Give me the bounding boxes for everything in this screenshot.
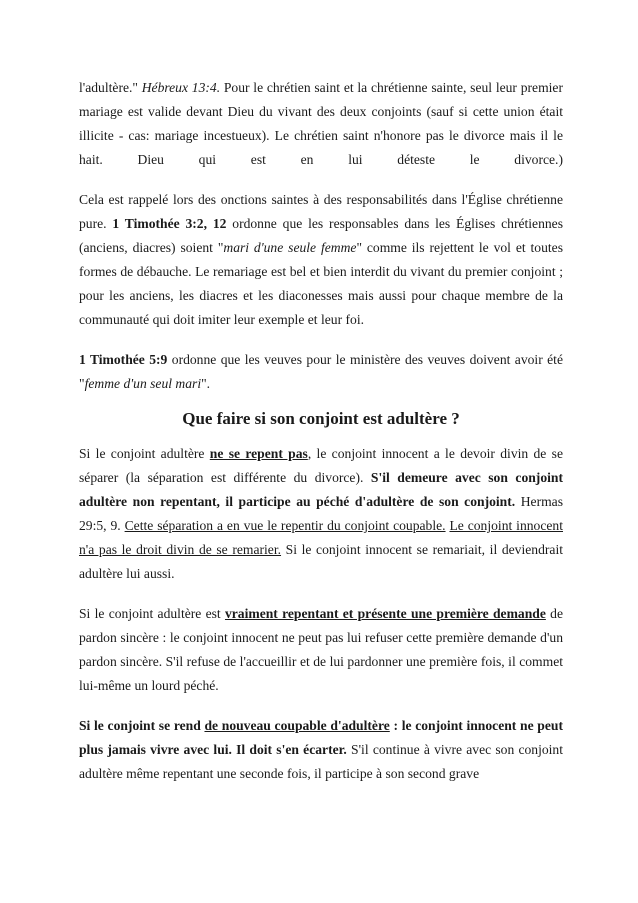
text-run: ". xyxy=(201,376,211,391)
text-run: de pardon sincère : le conjoint innocent ne peut pas lui refuser cette première demande d'un pardon sincère. S'il refuse de l'accueillir et de lui pardonner une première fois, il commet lui-même un lourd péché. xyxy=(79,606,563,693)
paragraph-spacer xyxy=(79,586,563,602)
quote-text: femme d'un seul mari xyxy=(84,376,202,391)
text-run: Si le conjoint innocent se remariait, il deviendrait adultère lui aussi. xyxy=(79,542,563,581)
emphasis-bold: Si le conjoint se rend xyxy=(79,718,205,733)
text-run: , le conjoint innocent a le devoir divin de se séparer (la séparation est différente du divorce). xyxy=(79,446,563,485)
paragraph-timothee-3 xyxy=(79,188,563,332)
paragraph-hebreux xyxy=(79,76,563,172)
text-run: ordonne que les veuves pour le ministère des veuves doivent avoir été " xyxy=(79,352,563,391)
text-run: Si le conjoint adultère xyxy=(79,446,210,461)
text-run: l'adultère." xyxy=(79,80,142,95)
text-run: Pour le chrétien saint et la chrétienne sainte, seul leur premier mariage est valide devant Dieu du vivant des deux conjoints (sauf si cette union était illicite - cas: mariage incestueux). Le chrétien saint n'honore pas le divorce mais il le hait. Dieu qui est en lui déteste le divorce.) xyxy=(79,80,563,167)
paragraph-timothee-5 xyxy=(79,348,563,396)
paragraph-spacer xyxy=(79,698,563,714)
paragraph-spacer xyxy=(79,332,563,348)
text-run: " comme ils rejettent le vol et toutes formes de débauche. Le remariage est bel et bien interdit du vivant du premier conjoint ; pour les anciens, les diacres et les diaconesses mais aussi pour chaque membre de la communauté qui doit imiter leur exemple et leur foi. xyxy=(79,240,563,327)
section-heading: Que faire si son conjoint est adultère ? xyxy=(182,409,460,428)
paragraph-relapse xyxy=(79,714,563,786)
paragraph-spacer xyxy=(79,396,563,406)
text-run: ordonne que les responsables dans les Églises chrétiennes (anciens, diacres) soient " xyxy=(79,216,564,255)
paragraph-spacer xyxy=(79,432,563,442)
underlined-text: Cette séparation a en vue le repentir du conjoint coupable. xyxy=(124,518,446,533)
emphasis-underline: de nouveau coupable d'adultère xyxy=(204,718,390,733)
text-run: Hermas 29:5, 9. xyxy=(79,494,563,533)
scripture-reference: Hébreux 13:4. xyxy=(141,80,221,95)
emphasis-bold: S'il demeure avec son conjoint adultère non repentant, il participe au péché d'adultère de son conjoint. xyxy=(79,470,563,509)
scripture-reference: 1 Timothée 3:2, 12 xyxy=(112,216,227,231)
emphasis-underline: ne se repent pas xyxy=(209,446,308,461)
emphasis-underline: vraiment repentant et présente une première demande xyxy=(224,606,546,621)
scripture-reference: 1 Timothée 5:9 xyxy=(79,352,168,367)
emphasis-bold: : le conjoint innocent ne peut plus jamais vivre avec lui. Il doit s'en écarter. xyxy=(79,718,563,757)
quote-text: mari d'une seule femme xyxy=(223,240,357,255)
paragraph-spacer xyxy=(79,172,563,188)
paragraph-non-repentant xyxy=(79,442,563,586)
text-run: Si le conjoint adultère est xyxy=(79,606,225,621)
text-run: Cela est rappelé lors des onctions saintes à des responsabilités dans l'Église chrétienne pure. xyxy=(79,192,563,231)
page-content xyxy=(79,76,563,786)
underlined-text: Le conjoint innocent n'a pas le droit divin de se remarier. xyxy=(79,518,563,557)
paragraph-repentant xyxy=(79,602,563,698)
text-run: S'il continue à vivre avec son conjoint adultère même repentant une seconde fois, il participe à son second grave xyxy=(79,742,564,781)
